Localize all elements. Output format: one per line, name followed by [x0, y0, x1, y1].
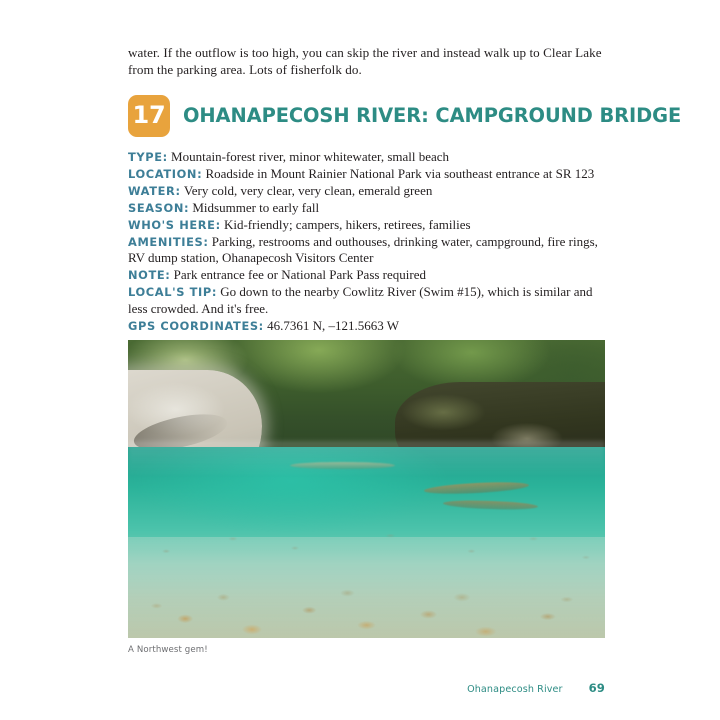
footer-page-number: 69: [588, 681, 605, 695]
page-content: [128, 44, 682, 335]
detail-type: [128, 149, 605, 166]
detail-value-location: Roadside in Mount Rainier National Park via southeast entrance at SR 123: [205, 165, 595, 181]
page-title: OHANAPECOSH RIVER: CAMPGROUND BRIDGE: [183, 103, 682, 127]
detail-locals-tip: [128, 284, 605, 317]
river-photo: [128, 340, 605, 638]
detail-value-type: Mountain-forest river, minor whitewater, small beach: [171, 148, 450, 164]
swim-heading: [128, 95, 682, 137]
detail-label-locals-tip: LOCAL'S TIP:: [128, 285, 218, 300]
detail-label-note: NOTE:: [128, 268, 171, 283]
detail-label-gps-coordinates: GPS COORDINATES:: [128, 318, 264, 333]
photo-caption: A Northwest gem!: [128, 645, 208, 655]
detail-value-whos-here: Kid-friendly; campers, hikers, retirees, families: [223, 216, 471, 232]
detail-amenities: [128, 234, 605, 267]
detail-value-note: Park entrance fee or National Park Pass required: [173, 267, 426, 283]
detail-note: [128, 267, 605, 284]
detail-whos-here: [128, 217, 605, 234]
swim-detail-list: [128, 149, 605, 335]
detail-season: [128, 200, 605, 217]
detail-value-amenities: Parking, restrooms and outhouses, drinking water, campground, fire rings, RV dump station, Ohanapecosh Visitors Center: [128, 233, 598, 266]
photo-water-sheen: [128, 441, 605, 477]
detail-label-type: TYPE:: [128, 149, 168, 164]
detail-value-gps-coordinates: 46.7361 N, –121.5663 W: [267, 317, 400, 333]
detail-water: [128, 183, 605, 200]
detail-label-whos-here: WHO'S HERE:: [128, 217, 221, 232]
detail-label-location: LOCATION:: [128, 166, 203, 181]
detail-location: [128, 166, 605, 183]
detail-value-locals-tip: Go down to the nearby Cowlitz River (Swim #15), which is similar and less crowded. And it's free.: [128, 284, 593, 316]
page-footer: [128, 681, 605, 695]
detail-value-water: Very cold, very clear, very clean, emerald green: [183, 182, 433, 198]
detail-label-amenities: AMENITIES:: [128, 234, 209, 249]
detail-label-season: SEASON:: [128, 200, 190, 215]
photo-pebbles-foreground: [128, 531, 605, 638]
photo-figure: [128, 340, 605, 638]
footer-chapter-title: Ohanapecosh River: [467, 684, 563, 695]
detail-gps-coordinates: [128, 318, 605, 335]
detail-label-water: WATER:: [128, 183, 181, 198]
swim-number-badge: 17: [128, 95, 170, 137]
continued-paragraph: water. If the outflow is too high, you can skip the river and instead walk up to Clear Lake from the parking area. Lots of fisherfolk do.: [128, 45, 602, 78]
detail-value-season: Midsummer to early fall: [192, 199, 320, 215]
